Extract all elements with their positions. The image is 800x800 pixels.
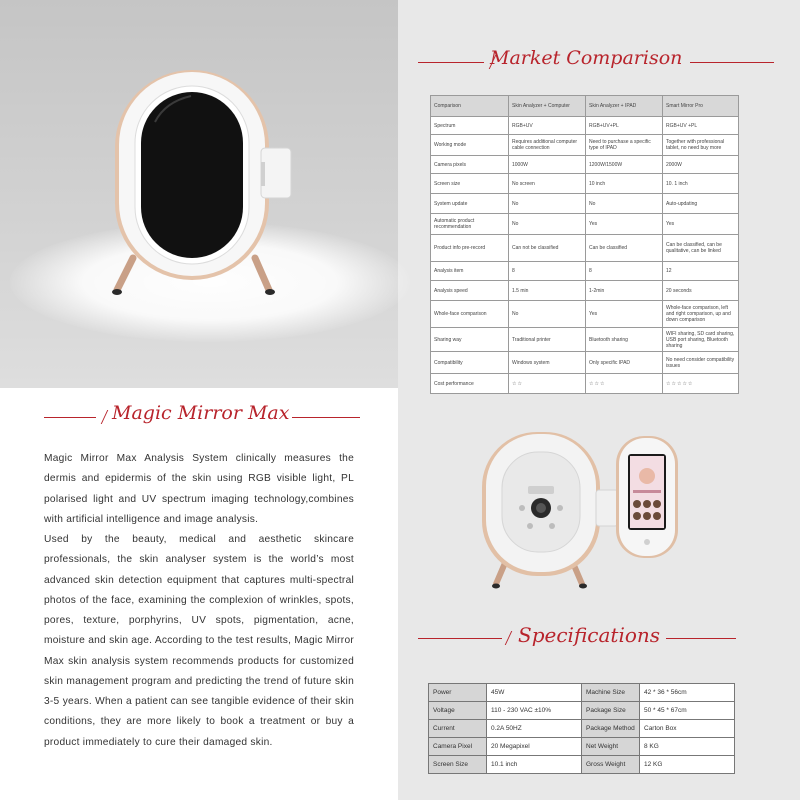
table-cell: Can be classified bbox=[586, 235, 663, 262]
table-cell: Only specific IPAD bbox=[586, 352, 663, 374]
spec-value: 20 Megapixel bbox=[487, 738, 582, 756]
spec-value: 0.2A 50HZ bbox=[487, 720, 582, 738]
heading-rule bbox=[418, 62, 484, 63]
table-cell: 12 bbox=[663, 262, 739, 281]
table-cell: Requires additional computer cable connection bbox=[509, 135, 586, 156]
specifications-title: Specifications bbox=[518, 623, 661, 647]
table-cell: 1200W/1500W bbox=[586, 156, 663, 174]
magic-mirror-open-image bbox=[478, 418, 708, 598]
table-cell: 20 seconds bbox=[663, 281, 739, 301]
table-cell: RGB+UV bbox=[509, 117, 586, 135]
spec-value: 12 KG bbox=[640, 756, 735, 774]
table-cell: Screen size bbox=[431, 174, 509, 194]
star-rating: ☆☆☆☆☆ bbox=[663, 374, 739, 394]
table-header-cell: Skin Analyzer + Computer bbox=[509, 96, 586, 117]
heading-rule bbox=[690, 62, 774, 63]
spec-value: 42 * 36 * 56cm bbox=[640, 684, 735, 702]
table-cell: Windows system bbox=[509, 352, 586, 374]
table-cell: No need consider compatibility issues bbox=[663, 352, 739, 374]
star-rating: ☆☆☆ bbox=[586, 374, 663, 394]
table-row bbox=[431, 262, 739, 281]
market-comparison-heading bbox=[418, 42, 780, 82]
market-comparison-title: Market Comparison bbox=[490, 47, 683, 69]
market-comparison-table bbox=[430, 95, 739, 394]
table-row bbox=[431, 235, 739, 262]
table-cell: No bbox=[509, 194, 586, 214]
magic-mirror-closed-image bbox=[95, 62, 355, 302]
table-cell: Spectrum bbox=[431, 117, 509, 135]
table-cell: Analysis speed bbox=[431, 281, 509, 301]
heading-rule bbox=[292, 417, 360, 418]
spec-value: 45W bbox=[487, 684, 582, 702]
table-row bbox=[429, 738, 735, 756]
table-cell: 10 inch bbox=[586, 174, 663, 194]
table-cell: No bbox=[586, 194, 663, 214]
table-cell: Camera pixels bbox=[431, 156, 509, 174]
table-cell: WIFI sharing, SD card sharing, USB port sharing, Bluetooth sharing bbox=[663, 328, 739, 352]
table-cell: Auto-updating bbox=[663, 194, 739, 214]
table-cell: System update bbox=[431, 194, 509, 214]
table-cell: Cost performance bbox=[431, 374, 509, 394]
table-row bbox=[429, 720, 735, 738]
spec-label: Voltage bbox=[429, 702, 487, 720]
spec-label: Net Weight bbox=[582, 738, 640, 756]
description-paragraph: Used by the beauty, medical and aesthetic skincare professionals, the skin analyser system is the world’s most advanced skin detection equipment that captures multi-spectral photos of the face, examining the complexion of wrinkles, spots, pores, texture, porphyrins, UV spots, pigmentation, acne, moisture and skin age. According to the test results, Magic Mirror Max skin analysis system recommends products for customized skin management program and predicting the trend of future skin 3-5 years. When a patient can see tangible evidence of their skin conditions, they are more likely to book a treatment or buy a product immediately to cure their damaged skin. bbox=[44, 534, 354, 748]
spec-label: Machine Size bbox=[582, 684, 640, 702]
spec-value: 10.1 inch bbox=[487, 756, 582, 774]
table-cell: Can not be classified bbox=[509, 235, 586, 262]
table-header-cell: Skin Analyzer + IPAD bbox=[586, 96, 663, 117]
spec-value: 50 * 45 * 67cm bbox=[640, 702, 735, 720]
table-row bbox=[429, 756, 735, 774]
table-row bbox=[429, 684, 735, 702]
table-cell: No bbox=[509, 301, 586, 328]
table-cell: 1.5 min bbox=[509, 281, 586, 301]
table-row bbox=[431, 194, 739, 214]
table-cell: RGB+UV +PL bbox=[663, 117, 739, 135]
spec-label: Gross Weight bbox=[582, 756, 640, 774]
table-cell: Can be classified, can be qualitative, can be linked bbox=[663, 235, 739, 262]
magic-mirror-heading bbox=[44, 397, 360, 437]
table-cell: Product info pre-record bbox=[431, 235, 509, 262]
heading-rule bbox=[666, 638, 736, 639]
spec-label: Package Method bbox=[582, 720, 640, 738]
table-cell: Whole-face comparison, left and right comparison, up and down comparison bbox=[663, 301, 739, 328]
table-cell: No bbox=[509, 214, 586, 235]
table-cell: Yes bbox=[586, 301, 663, 328]
table-row bbox=[429, 702, 735, 720]
spec-value: Carton Box bbox=[640, 720, 735, 738]
product-description bbox=[44, 449, 354, 753]
specifications-table bbox=[428, 683, 735, 774]
spec-label: Camera Pixel bbox=[429, 738, 487, 756]
table-cell: 1-2min bbox=[586, 281, 663, 301]
table-cell: Yes bbox=[663, 214, 739, 235]
table-row bbox=[431, 156, 739, 174]
table-cell: Bluetooth sharing bbox=[586, 328, 663, 352]
table-row bbox=[431, 135, 739, 156]
table-row bbox=[431, 352, 739, 374]
heading-rule bbox=[418, 638, 502, 639]
table-cell: Traditional printer bbox=[509, 328, 586, 352]
description-paragraph: Magic Mirror Max Analysis System clinically measures the dermis and epidermis of the skin using RGB visible light, PL polarised light and UV spectrum imaging technology,combines with artificial intelligence and image analysis. bbox=[44, 453, 354, 525]
spec-label: Screen Size bbox=[429, 756, 487, 774]
table-cell: Yes bbox=[586, 214, 663, 235]
table-cell: 1000W bbox=[509, 156, 586, 174]
star-rating: ☆☆ bbox=[509, 374, 586, 394]
table-row bbox=[431, 281, 739, 301]
spec-value: 110 - 230 VAC ±10% bbox=[487, 702, 582, 720]
table-row bbox=[431, 214, 739, 235]
table-header-row bbox=[431, 96, 739, 117]
table-cell: 10. 1 inch bbox=[663, 174, 739, 194]
table-cell: 8 bbox=[586, 262, 663, 281]
heading-bracket bbox=[505, 631, 519, 645]
table-cell: 2000W bbox=[663, 156, 739, 174]
table-cell: Working mode bbox=[431, 135, 509, 156]
table-cell: No screen bbox=[509, 174, 586, 194]
spec-label: Current bbox=[429, 720, 487, 738]
table-cell: Whole-face comparison bbox=[431, 301, 509, 328]
spec-label: Power bbox=[429, 684, 487, 702]
table-row bbox=[431, 301, 739, 328]
table-cell: Together with professional tablet, no need buy more bbox=[663, 135, 739, 156]
table-row bbox=[431, 117, 739, 135]
spec-value: 8 KG bbox=[640, 738, 735, 756]
specifications-heading bbox=[418, 618, 780, 658]
table-row bbox=[431, 328, 739, 352]
table-cell: Need to purchase a specific type of IPAD bbox=[586, 135, 663, 156]
table-cell: Sharing way bbox=[431, 328, 509, 352]
table-header-cell: Comparison bbox=[431, 96, 509, 117]
table-row bbox=[431, 374, 739, 394]
table-row bbox=[431, 174, 739, 194]
table-header-cell: Smart Mirror Pro bbox=[663, 96, 739, 117]
table-cell: RGB+UV+PL bbox=[586, 117, 663, 135]
table-cell: Analysis item bbox=[431, 262, 509, 281]
heading-rule bbox=[44, 417, 96, 418]
spec-label: Package Size bbox=[582, 702, 640, 720]
table-cell: 8 bbox=[509, 262, 586, 281]
table-cell: Compatibility bbox=[431, 352, 509, 374]
table-cell: Automatic product recommendation bbox=[431, 214, 509, 235]
magic-mirror-title: Magic Mirror Max bbox=[112, 402, 290, 424]
